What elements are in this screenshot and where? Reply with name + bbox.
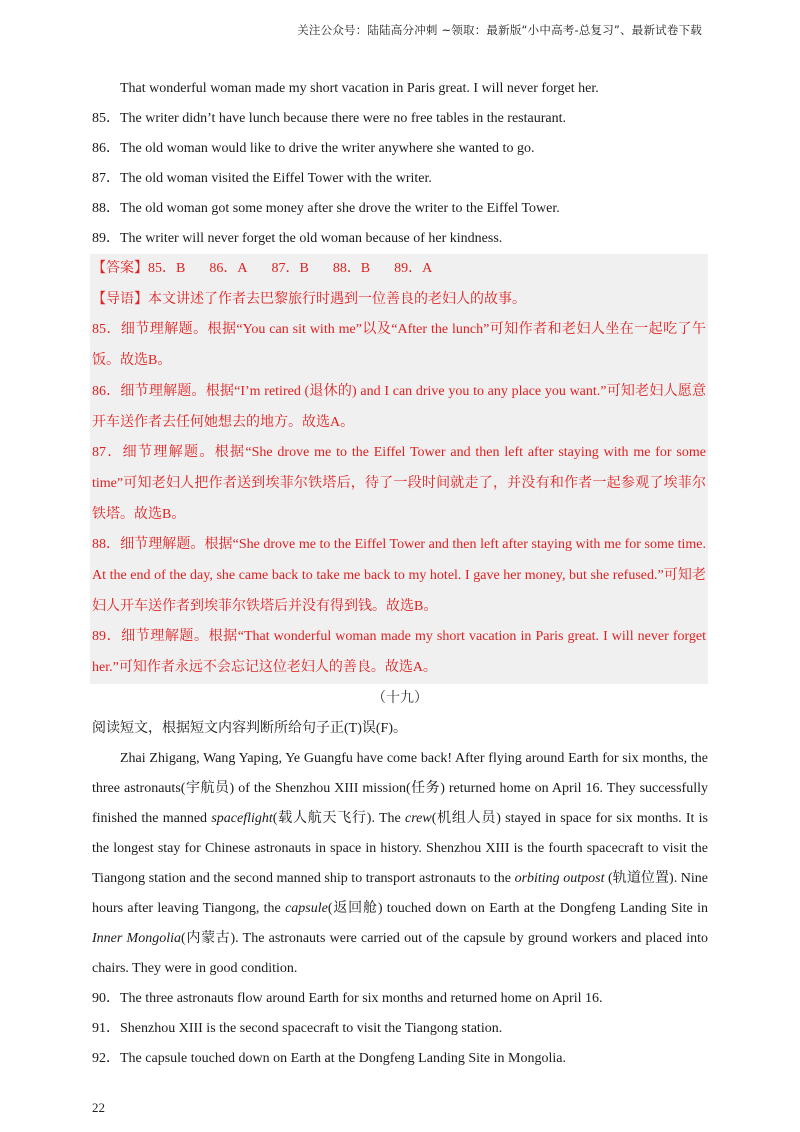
answer-87: 87．B (271, 261, 309, 276)
answer-89: 89．A (394, 261, 433, 276)
answer-line (92, 254, 706, 285)
answer-box (90, 254, 708, 684)
answer-88: 88．B (332, 261, 371, 276)
explanation-88: 88．细节理解题。根据“She drove me to the Eiffel Tower and then left after staying with me for some time. At the end of the day, she came back to take me back to my hotel. I gave her money, but she refused.”可知老妇人开车送作者到埃菲尔铁塔后并没有得到钱。故选B。 (92, 537, 706, 614)
statement-89: 89．The writer will never forget the old woman because of her kindness. (92, 231, 503, 246)
key-word-spaceflight: spaceflight (211, 810, 273, 826)
passage-shenzhou (92, 744, 708, 984)
statement-91: 91．Shenzhou XIII is the second spacecraft to visit the Tiangong station. (92, 1020, 503, 1036)
passage-text: (机组人员) stayed in space for six months. It is the longest stay for Chinese astronauts in space in history. Shenzhou XIII is the fourth spacecraft to visit the Tiangong station and the second manned ship to transport astronauts to the (92, 810, 708, 886)
section-title: （十九） (372, 690, 428, 706)
explanation-85: 85．细节理解题。根据“You can sit with me”以及“After the lunch”可知作者和老妇人坐在一起吃了午饭。故选B。 (92, 322, 706, 369)
statement-86: 86．The old woman would like to drive the writer anywhere she wanted to go. (92, 141, 535, 156)
guide-text: 【导语】本文讲述了作者去巴黎旅行时遇到一位善良的老妇人的故事。 (92, 291, 526, 307)
page-header: 关注公众号：陆陆高分冲刺 ~领取：最新版“小中高考-总复习”、最新试卷下载 (297, 23, 702, 37)
passage-text: (载人航天飞行). The (272, 810, 405, 826)
statement-88: 88．The old woman got some money after she drove the writer to the Eiffel Tower. (92, 201, 560, 216)
explanation-86: 86．细节理解题。根据“I’m retired (退休的) and I can drive you to any place you want.”可知老妇人愿意开车送作者去任何她想去的地方。故选A。 (92, 383, 706, 430)
statement-87: 87．The old woman visited the Eiffel Tower with the writer. (92, 171, 432, 186)
passage-text: (返回舱) touched down on Earth at the Dongfeng Landing Site in (327, 900, 708, 916)
key-word-inner-mongolia: Inner Mongolia (92, 930, 181, 946)
answer-label: 【答案】 (92, 261, 148, 276)
passage-ending: That wonderful woman made my short vacation in Paris great. I will never forget her. (120, 81, 599, 96)
page-number: 22 (92, 1100, 105, 1115)
passage-text: Zhai Zhigang, Wang Yaping, Ye Guangfu have come back! After flying around Earth for six months, the three astronauts(宇航员) of the Shenzhou XIII mission(任务) returned home on April 16. They successfully finished the manned (92, 750, 708, 826)
explanation-89: 89．细节理解题。根据“That wonderful woman made my short vacation in Paris great. I will never forget her.”可知作者永远不会忘记这位老妇人的善良。故选A。 (92, 629, 706, 676)
answer-86: 86．A (209, 261, 248, 276)
explanation-87: 87．细节理解题。根据“She drove me to the Eiffel Tower and then left after staying with me for some time”可知老妇人把作者送到埃菲尔铁塔后，待了一段时间就走了，并没有和作者一起参观了埃菲尔铁塔。故选B。 (92, 445, 706, 522)
passage-text: (内蒙古). The astronauts were carried out of the capsule by ground workers and placed into chairs. They were in good condition. (92, 930, 708, 976)
key-word-orbiting-outpost: orbiting outpost (514, 870, 605, 886)
key-word-crew: crew (405, 810, 432, 826)
key-word-capsule: capsule (285, 900, 328, 916)
statement-85: 85．The writer didn’t have lunch because there were no free tables in the restaurant. (92, 111, 566, 126)
instruction: 阅读短文，根据短文内容判断所给句子正(T)误(F)。 (92, 720, 407, 736)
statement-90: 90．The three astronauts flow around Earth for six months and returned home on April 16. (92, 990, 603, 1006)
answer-85: 85．B (148, 261, 186, 276)
page-content (92, 74, 708, 1074)
passage-text: (轨道位置). Nine hours after leaving Tiangong, the (92, 870, 708, 916)
statement-92: 92．The capsule touched down on Earth at the Dongfeng Landing Site in Mongolia. (92, 1050, 566, 1066)
